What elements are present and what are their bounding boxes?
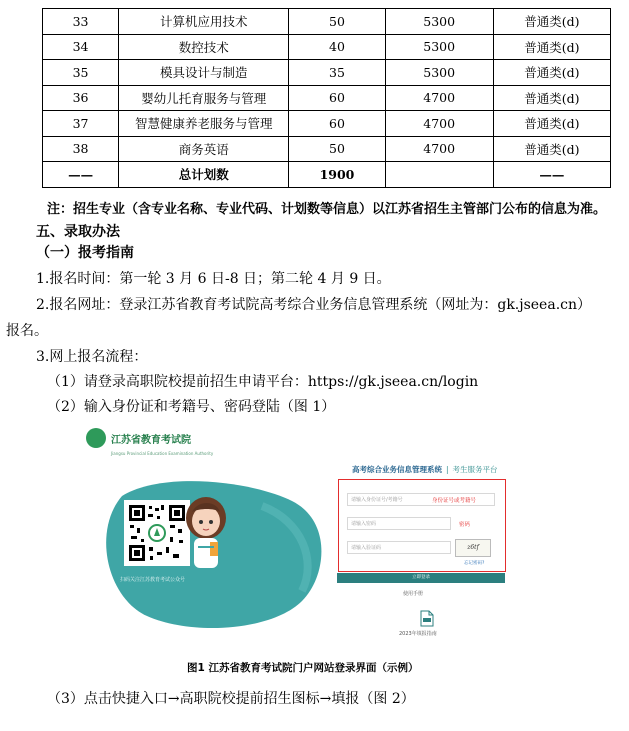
table-row xyxy=(43,34,611,60)
table-row xyxy=(43,60,611,86)
category: 普通类(d) xyxy=(493,34,610,60)
tuition: 4700 xyxy=(385,111,493,137)
title-separator: | xyxy=(446,465,449,474)
cartoon-girl-icon xyxy=(180,494,232,572)
login-portal-figure xyxy=(80,420,550,650)
login-button[interactable]: 立即登录 xyxy=(337,573,505,583)
category: 普通类(d) xyxy=(493,136,610,162)
logo-text: 江苏省教育考试院 xyxy=(111,434,191,446)
portal-logo xyxy=(86,428,191,448)
tuition: 5300 xyxy=(385,34,493,60)
row-number: 35 xyxy=(43,60,119,86)
plan-count: 40 xyxy=(289,34,385,60)
registration-url: 2.报名网址：登录江苏省教育考试院高考综合业务信息管理系统（网址为：gk.jseea.cn） xyxy=(36,297,592,313)
category: 普通类(d) xyxy=(493,111,610,137)
major-name: 数控技术 xyxy=(119,34,289,60)
plan-count: 60 xyxy=(289,111,385,137)
tuition: 4700 xyxy=(385,136,493,162)
total-row xyxy=(43,162,611,188)
table-row xyxy=(43,85,611,111)
section-title: 五、录取办法 xyxy=(36,224,120,240)
platform-name: 考生服务平台 xyxy=(452,465,498,474)
account-hint: 身份证号或考籍号 xyxy=(432,498,477,504)
tuition: 5300 xyxy=(385,9,493,35)
category: 普通类(d) xyxy=(493,60,610,86)
table-row xyxy=(43,9,611,35)
table-row xyxy=(43,136,611,162)
document-icon[interactable] xyxy=(420,610,434,627)
login-form xyxy=(338,479,506,572)
figure-caption: 图1 江苏省教育考试院门户网站登录界面（示例） xyxy=(187,662,419,674)
major-name: 模具设计与制造 xyxy=(119,60,289,86)
plan-count: 60 xyxy=(289,85,385,111)
step-3: （3）点击快捷入口→高职院校提前招生图标→填报（图 2） xyxy=(47,691,415,707)
password-input[interactable]: 请输入密码 xyxy=(347,517,451,530)
category: 普通类(d) xyxy=(493,9,610,35)
user-manual-link[interactable]: 使用手册 xyxy=(403,591,424,597)
major-name: 智慧健康养老服务与管理 xyxy=(119,111,289,137)
registration-url-cont: 报名。 xyxy=(6,323,48,339)
row-number: 38 xyxy=(43,136,119,162)
guide-file-name[interactable]: 2023年填报指南 xyxy=(399,631,437,637)
plan-count: 50 xyxy=(289,9,385,35)
table-row xyxy=(43,111,611,137)
total-empty xyxy=(385,162,493,188)
system-title: 高考综合业务信息管理系统 xyxy=(352,465,442,474)
major-name: 计算机应用技术 xyxy=(119,9,289,35)
qr-caption: 扫码关注江苏教育考试公众号 xyxy=(120,577,186,583)
row-number: 37 xyxy=(43,111,119,137)
row-number: 36 xyxy=(43,85,119,111)
row-number: 33 xyxy=(43,9,119,35)
account-input[interactable]: 请输入身份证号/考籍号 xyxy=(347,493,495,506)
step-2: （2）输入身份证和考籍号、密码登陆（图 1） xyxy=(47,399,336,415)
total-label: 总计划数 xyxy=(119,162,289,188)
plan-count: 50 xyxy=(289,136,385,162)
emblem-icon xyxy=(86,428,106,448)
total-count: 1900 xyxy=(289,162,385,188)
tuition: 4700 xyxy=(385,85,493,111)
system-header xyxy=(352,464,498,475)
total-dash: —— xyxy=(43,162,119,188)
online-process-title: 3.网上报名流程： xyxy=(36,349,148,365)
category: 普通类(d) xyxy=(493,85,610,111)
registration-time: 1.报名时间：第一轮 3 月 6 日-8 日；第二轮 4 月 9 日。 xyxy=(36,271,391,287)
row-number: 34 xyxy=(43,34,119,60)
total-dash-end: —— xyxy=(493,162,610,188)
captcha-image[interactable]: z6tf xyxy=(455,539,491,557)
subsection-title: （一）报考指南 xyxy=(36,245,134,261)
plan-count: 35 xyxy=(289,60,385,86)
enrollment-plan-table xyxy=(42,8,611,188)
major-name: 婴幼儿托育服务与管理 xyxy=(119,85,289,111)
major-name: 商务英语 xyxy=(119,136,289,162)
logo-subtitle: Jiangsu Provincial Education Examination Authority xyxy=(111,451,214,456)
captcha-input[interactable]: 请输入验证码 xyxy=(347,541,451,554)
step-1: （1）请登录高职院校提前招生申请平台：https://gk.jseea.cn/login xyxy=(47,374,479,390)
tuition: 5300 xyxy=(385,60,493,86)
table-note: 注：招生专业（含专业名称、专业代码、计划数等信息）以江苏省招生主管部门公布的信息为准。 xyxy=(47,202,607,217)
password-hint: 密码 xyxy=(459,522,471,528)
forgot-password-link[interactable]: 忘记密码? xyxy=(464,561,485,566)
